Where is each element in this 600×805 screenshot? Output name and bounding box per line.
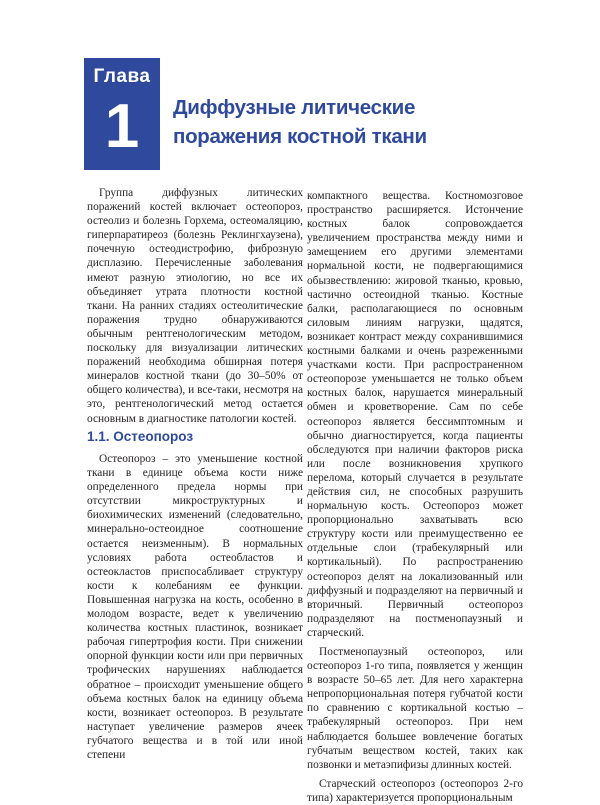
senile-paragraph: Старческий остеопороз (остеопороз 2-го типа) характеризуется пропорциональным: [307, 777, 523, 804]
chapter-number: 1: [104, 92, 140, 161]
left-column-section: [87, 452, 303, 762]
right-column: [307, 189, 523, 805]
chapter-title: Диффузные литические поражения костной ткани: [173, 96, 427, 148]
chapter-badge: [84, 58, 160, 170]
intro-paragraph: Группа диффузных литических поражений костей включает остеопороз, остеолиз и болезнь Горхема, остеомаляцию, гиперпаратиреоз (болезнь Реклингхаузена), почечную остеодистрофию, фиброзную дисплазию. Перечисленные заболевания имеют разную этиологию, но все их объединяет утрата плотности костной ткани. На ранних стадиях остеолитические поражения трудно обнаруживаются обычным рентгенологическим методом, поскольку для визуализации литических поражений необходима обширная потеря минералов костной ткани (до 30–50% от общего количества), и все-таки, несмотря на это, рентгенологический метод остается основным в диагностике патологии костей.: [87, 187, 303, 425]
continued-paragraph: компактного вещества. Костномозговое пространство расширяется. Истончение костных балок сопровождается увеличением пространства между ними и замещением его другими элементами нормальной кости, не подвергающимися обызвествлению: жировой тканью, кровью, частично остеоидной тканью. Костные балки, располагающиеся по основным силовым линиям нагрузки, щадятся, возникает контраст между сохранившимися костными балками и очень разреженными участками кости. При распространенном остеопорозе уменьшается не только объем костных балок, нарушается минеральный обмен и кроветворение. Сам по себе остеопороз является бессимптомным и обычно диагностируется, когда пациенты обследуются при наличии факторов риска или после возникновения хрупкого перелома, который случается в результате действия сил, не способных разрушить нормальную кость. Остеопороз может пропорционально захватывать всю структуру кости или преимущественно ее отдельные слои (трабекулярный или кортикальный). По распространению остеопороз делят на локализованный или диффузный и подразделяют на первичный и вторичный. Первичный остеопороз подразделяют на постменопаузный и старческий.: [307, 190, 523, 639]
chapter-label: Глава: [93, 66, 151, 87]
section-heading: 1.1. Остеопороз: [87, 429, 194, 444]
left-column-intro: [87, 186, 303, 426]
section-paragraph-1: Остеопороз – это уменьшение костной ткани в единице объема кости ниже определенного предела нормы при отсутствии микроструктурных и биохимических изменений (следовательно, минерально-остеоидное соотношение остается неизменным). В нормальных условиях работа остеобластов и остеокластов приспосабливает структуру кости к колебаниям ее функции. Повышенная нагрузка на кость, особенно в молодом возрасте, ведет к увеличению количества костных пластинок, возникает рабочая гипертрофия кости. При снижении опорной функции кости или при первичных трофических нарушениях наблюдается обратное – происходит уменьшение общего объема костных балок на единицу объема кости, возникает остеопороз. В результате наступает увеличение размеров ячеек губчатого вещества и в той или иной степени: [87, 453, 303, 761]
postmenopausal-paragraph: Постменопаузный остеопороз, или остеопороз 1-го типа, появляется у женщин в возрасте 50–65 лет. Для него характерна непропорциональная потеря губчатой кости по сравнению с кортикальной костью – трабекулярный остеопороз. При нем наблюдается большее вовлечение богатых губчатым веществом костей, таких как позвонки и метаэпифизы длинных костей.: [307, 646, 523, 771]
